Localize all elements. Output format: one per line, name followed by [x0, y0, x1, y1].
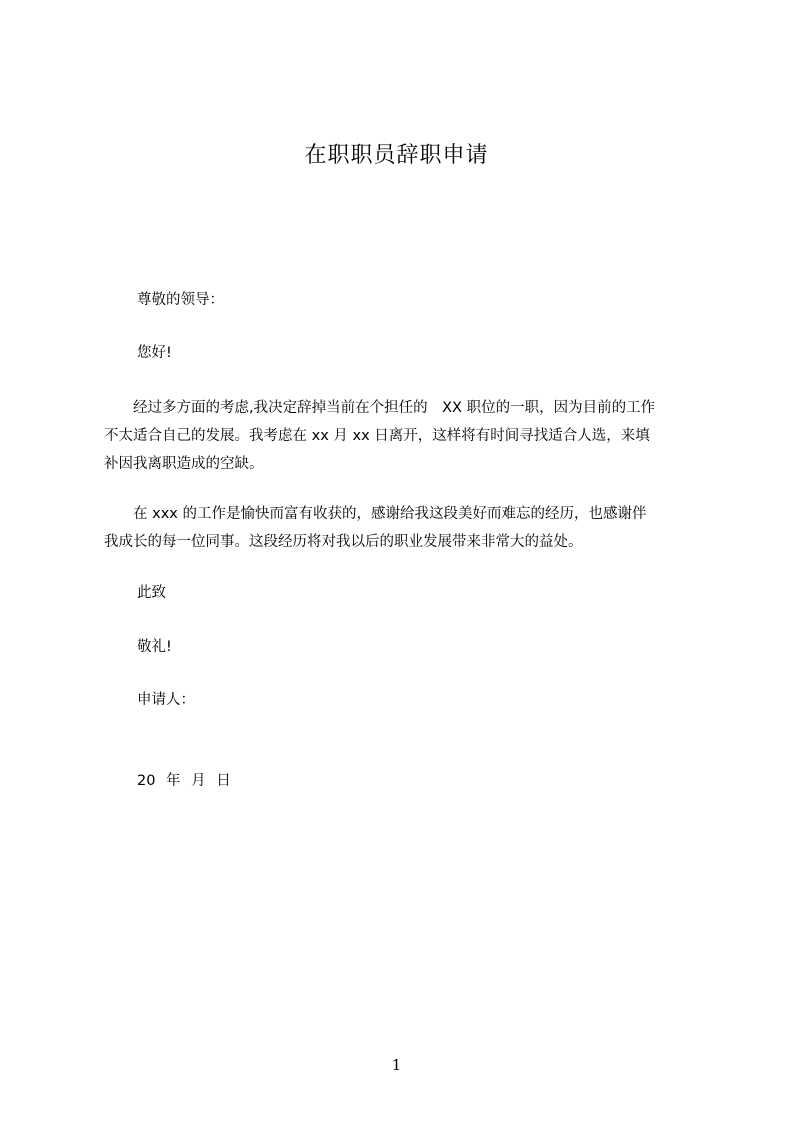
salute-line: 敬礼!	[137, 639, 172, 655]
date-line: 20 年 月 日	[137, 773, 231, 789]
closing-line: 此致	[137, 585, 166, 601]
paragraph-line: 补因我离职造成的空缺。	[104, 456, 264, 472]
paragraph-line: 在 xxx 的工作是愉快而富有收获的，感谢给我这段美好而难忘的经历，也感谢伴	[104, 506, 647, 522]
paragraph-resignation-reason	[104, 394, 724, 478]
paragraph-line: 经过多方面的考虑,我决定辞掉当前在个担任的 XX 职位的一职，因为目前的工作	[104, 400, 656, 416]
paragraph-gratitude	[104, 500, 724, 556]
page-number: 1	[391, 1056, 402, 1074]
paragraph-line: 不太适合自己的发展。我考虑在 xx 月 xx 日离开，这样将有时间寻找适合人选，来填	[104, 428, 650, 444]
paragraph-line: 我成长的每一位同事。这段经历将对我以后的职业发展带来非常大的益处。	[104, 534, 583, 550]
hello-line: 您好!	[137, 345, 172, 361]
greeting: 尊敬的领导：	[137, 292, 224, 308]
applicant-line: 申请人：	[137, 692, 195, 708]
document-title: 在职职员辞职申请	[304, 143, 489, 168]
